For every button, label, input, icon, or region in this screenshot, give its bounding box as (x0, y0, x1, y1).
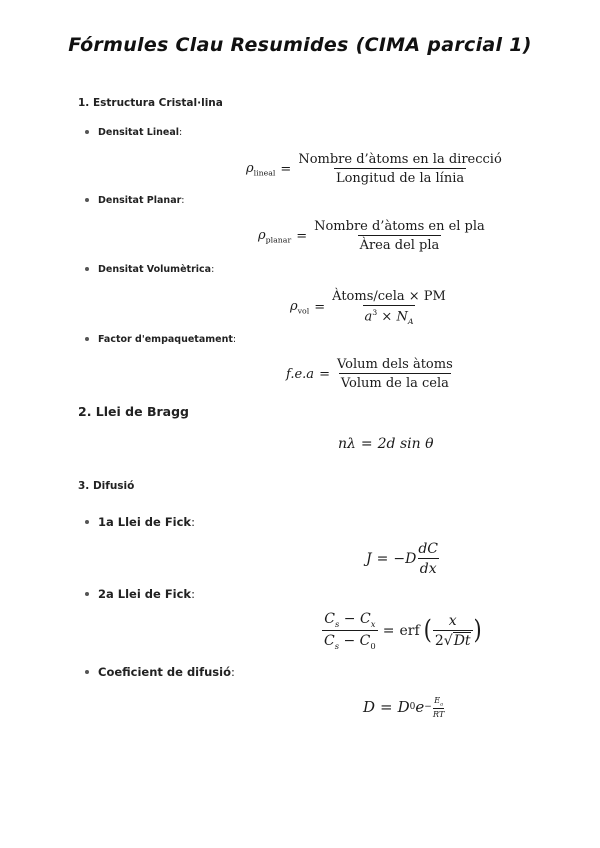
formula-fick-first-law: J = −D $\frac{dC}{dx}$ (366, 541, 439, 577)
bullet-fick-second-law: 2a Llei de Fick: (85, 587, 195, 601)
bullet-label: Densitat Lineal (98, 127, 179, 138)
bullet-dot (85, 337, 89, 341)
bullet-packing-factor: Factor d'empaquetament: (85, 334, 236, 345)
formula-fick-second-law: $\frac{C_s - C_x}{C_s - C_0}$ = erf ( $\frac{x}{2√Dt}$ ) (324, 611, 482, 651)
formula-volumetric-density: $\rho_{vol}$ = $\frac{\text{Àtoms/cela × PM}}{a^3 \times N_A}$ (290, 289, 446, 326)
bullet-fick-first-law: 1a Llei de Fick: (85, 515, 195, 529)
formula-diffusion-coefficient: D = D 0 e − $\frac{E_a}{RT}$ (363, 695, 445, 719)
page-title: Fórmules Clau Resumides (CIMA parcial 1) (68, 34, 532, 56)
bullet-dot (85, 267, 89, 271)
bullet-dot (85, 130, 89, 134)
formula-packing-factor: f.e.a = $\frac{\text{Volum dels àtoms}}{\text{Volum de la cela}}$ (286, 357, 453, 391)
bullet-diffusion-coefficient: Coeficient de difusió: (85, 665, 235, 679)
bullet-volumetric-density: Densitat Volumètrica: (85, 264, 214, 275)
formula-bragg: nλ = 2d sin θ (338, 436, 434, 452)
bullet-dot (85, 520, 89, 524)
bullet-dot (85, 198, 89, 202)
bullet-linear-density: Densitat Lineal: (85, 127, 182, 138)
formula-planar-density: $\rho_{planar}$ = $\frac{\text{Nombre d’àtoms en el pla}}{\text{Àrea del pla}}$ (258, 219, 485, 253)
bullet-label: 1a Llei de Fick (98, 515, 192, 529)
bullet-label: Factor d'empaquetament (98, 334, 233, 345)
bullet-dot (85, 670, 89, 674)
bullet-dot (85, 592, 89, 596)
formula-linear-density: $\rho_{lineal}$ = $\frac{\text{Nombre d’àtoms en la direcció}}{\text{Longitud de la línia}}$ (246, 152, 502, 186)
section-heading-structure: 1. Estructura Cristal·lina (78, 97, 223, 109)
bullet-label: Densitat Volumètrica (98, 264, 212, 275)
bullet-planar-density: Densitat Planar: (85, 195, 185, 206)
section-heading-diffusion: 3. Difusió (78, 480, 135, 492)
bullet-label: Coeficient de difusió (98, 665, 231, 679)
bullet-label: Densitat Planar (98, 195, 182, 206)
section-heading-bragg: 2. Llei de Bragg (78, 404, 189, 419)
bullet-label: 2a Llei de Fick (98, 587, 192, 601)
